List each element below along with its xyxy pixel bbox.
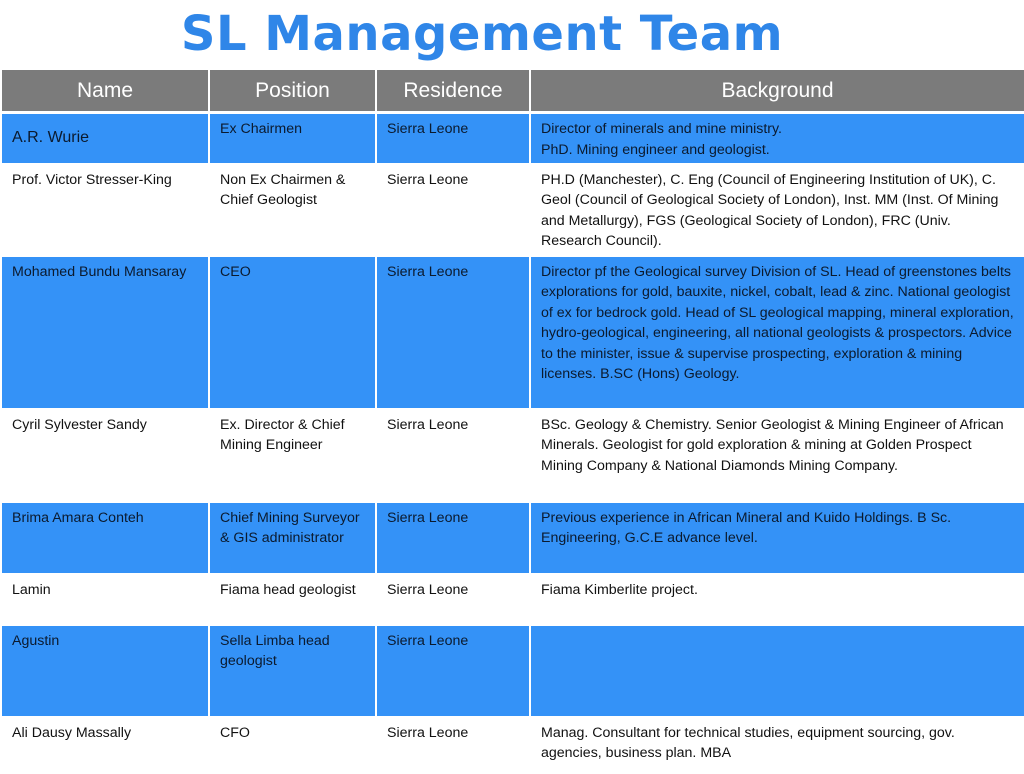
cell-residence: Sierra Leone (376, 113, 530, 164)
table-row (1, 717, 1024, 773)
header-position: Position (209, 69, 376, 113)
header-residence: Residence (376, 69, 530, 113)
table-row (1, 256, 1024, 409)
cell-position: Sella Limba head geologist (209, 625, 376, 717)
cell-position: CEO (209, 256, 376, 409)
cell-background: PH.D (Manchester), C. Eng (Council of Engineering Institution of UK), C. Geol (Council of Geological Society of London), Inst. MM (Inst. Of Mining and Metallurgy), FGS (Geological Society of London), FRC (Univ. Research Council). (530, 164, 1024, 256)
header-background: Background (530, 69, 1024, 113)
cell-name: Lamin (1, 574, 209, 625)
cell-background: BSc. Geology & Chemistry. Senior Geologist & Mining Engineer of African Minerals. Geologist for gold exploration & mining at Golden Prospect Mining Company & National Diamonds Mining Company. (530, 409, 1024, 502)
cell-position: Ex Chairmen (209, 113, 376, 164)
cell-name: Brima Amara Conteh (1, 502, 209, 574)
cell-name: Prof. Victor Stresser-King (1, 164, 209, 256)
cell-residence: Sierra Leone (376, 574, 530, 625)
cell-background (530, 625, 1024, 717)
table-row (1, 409, 1024, 502)
cell-name: Cyril Sylvester Sandy (1, 409, 209, 502)
cell-position: Ex. Director & Chief Mining Engineer (209, 409, 376, 502)
table-row (1, 113, 1024, 164)
cell-name: A.R. Wurie (1, 113, 209, 164)
cell-background: Manag. Consultant for technical studies, equipment sourcing, gov. agencies, business plan. MBA (530, 717, 1024, 773)
table-row (1, 502, 1024, 574)
cell-position: CFO (209, 717, 376, 773)
cell-residence: Sierra Leone (376, 256, 530, 409)
cell-background: Previous experience in African Mineral and Kuido Holdings. B Sc. Engineering, G.C.E advance level. (530, 502, 1024, 574)
table-row (1, 574, 1024, 625)
cell-name: Agustin (1, 625, 209, 717)
cell-residence: Sierra Leone (376, 164, 530, 256)
management-table (0, 68, 1024, 774)
cell-residence: Sierra Leone (376, 502, 530, 574)
cell-position: Fiama head geologist (209, 574, 376, 625)
table-header-row (1, 69, 1024, 113)
cell-background: Director pf the Geological survey Division of SL. Head of greenstones belts explorations for gold, bauxite, nickel, cobalt, lead & zinc. National geologist of ex for bedrock gold. Head of SL geological mapping, mineral exploration, hydro-geological, engineering, all national geologists & prospectors. Advice to the minister, issue & supervise prospecting, exploration & mining licenses. B.SC (Hons) Geology. (530, 256, 1024, 409)
table-row (1, 625, 1024, 717)
cell-name: Mohamed Bundu Mansaray (1, 256, 209, 409)
page-title: SL Management Team (180, 6, 784, 62)
cell-residence: Sierra Leone (376, 409, 530, 502)
cell-name: Ali Dausy Massally (1, 717, 209, 773)
cell-position: Chief Mining Surveyor & GIS administrator (209, 502, 376, 574)
cell-residence: Sierra Leone (376, 717, 530, 773)
cell-background: Director of minerals and mine ministry. PhD. Mining engineer and geologist. (530, 113, 1024, 164)
header-name: Name (1, 69, 209, 113)
cell-residence: Sierra Leone (376, 625, 530, 717)
cell-background: Fiama Kimberlite project. (530, 574, 1024, 625)
table-row (1, 164, 1024, 256)
cell-position: Non Ex Chairmen & Chief Geologist (209, 164, 376, 256)
